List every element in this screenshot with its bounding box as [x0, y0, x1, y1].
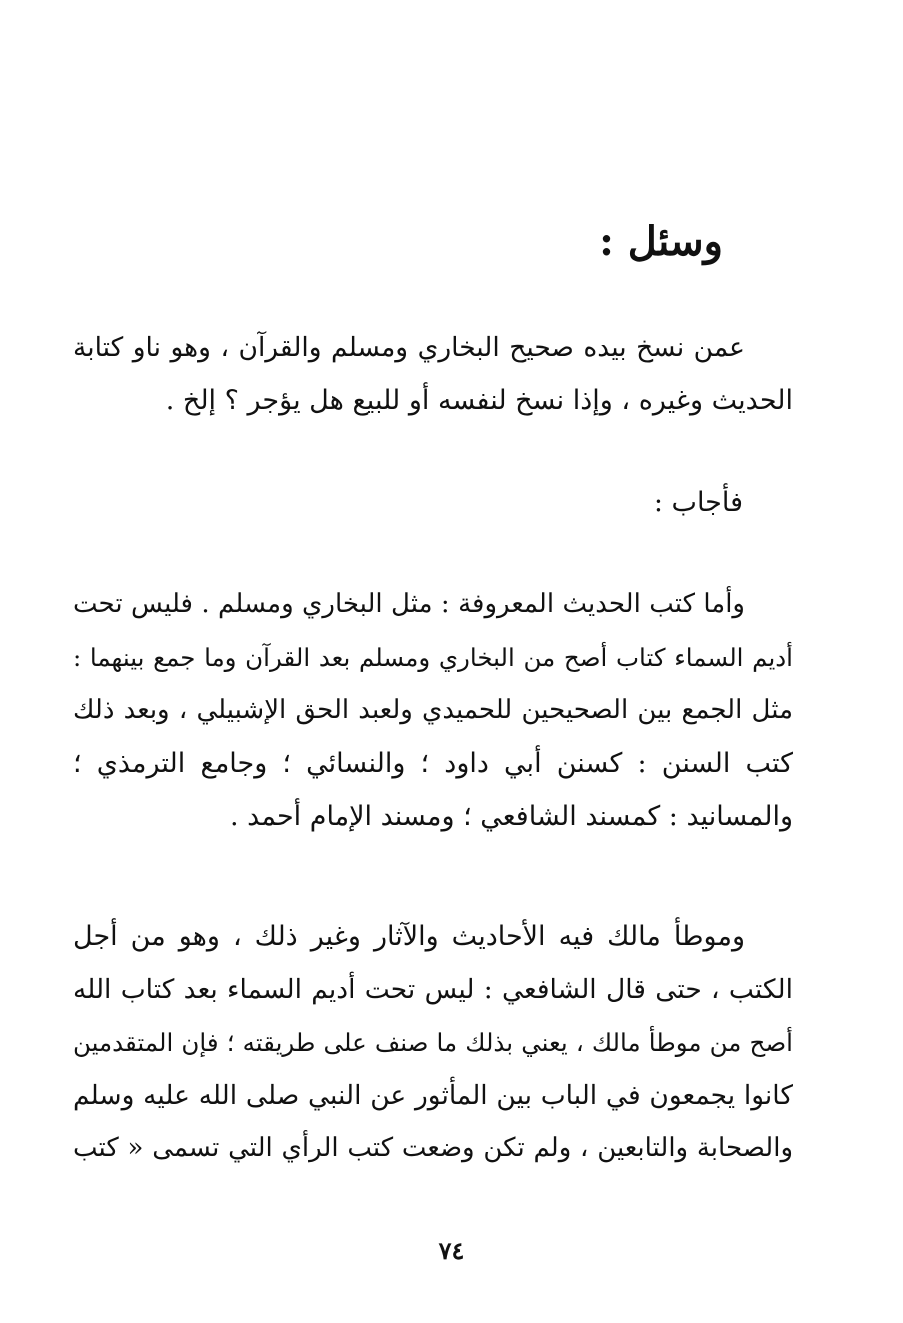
question-paragraph: [73, 321, 793, 427]
paragraph2-line-3: أصح من موطأ مالك ، يعني بذلك ما صنف على طريقته ؛ فإن المتقدمين: [73, 1028, 793, 1057]
paragraph2-line-4: كانوا يجمعون في الباب بين المأثور عن النبي صلى الله عليه وسلم: [73, 1080, 793, 1111]
paragraph1-line-4: كتب السنن : كسنن أبي داود ؛ والنسائي ؛ وجامع الترمذي ؛: [73, 748, 793, 779]
question-line-2: الحديث وغيره ، وإذا نسخ لنفسه أو للبيع هل يؤجر ؟ إلخ .: [165, 385, 793, 416]
section-heading: وسئل :: [599, 218, 723, 265]
paragraph1-line-5: والمسانيد : كمسند الشافعي ؛ ومسند الإمام أحمد .: [230, 801, 793, 832]
paragraph1-line-3: مثل الجمع بين الصحيحين للحميدي ولعبد الحق الإشبيلي ، وبعد ذلك: [73, 695, 793, 725]
answer-label: فأجاب :: [653, 487, 743, 518]
answer-paragraph-2: [73, 910, 793, 1175]
paragraph2-line-5: والصحابة والتابعين ، ولم تكن وضعت كتب الرأي التي تسمى « كتب: [73, 1133, 793, 1163]
paragraph2-line-1: وموطأ مالك فيه الأحاديث والآثار وغير ذلك ، وهو من أجل: [73, 921, 745, 952]
page-number: ٧٤: [438, 1236, 465, 1265]
paragraph1-line-2: أديم السماء كتاب أصح من البخاري ومسلم بعد القرآن وما جمع بينهما :: [73, 643, 793, 672]
answer-paragraph-1: [73, 578, 793, 843]
paragraph1-line-1: وأما كتب الحديث المعروفة : مثل البخاري ومسلم . فليس تحت: [73, 589, 745, 619]
paragraph2-line-2: الكتب ، حتى قال الشافعي : ليس تحت أديم السماء بعد كتاب الله: [73, 974, 793, 1005]
question-line-1: عمن نسخ بيده صحيح البخاري ومسلم والقرآن ، وهو ناو كتابة: [73, 332, 745, 363]
